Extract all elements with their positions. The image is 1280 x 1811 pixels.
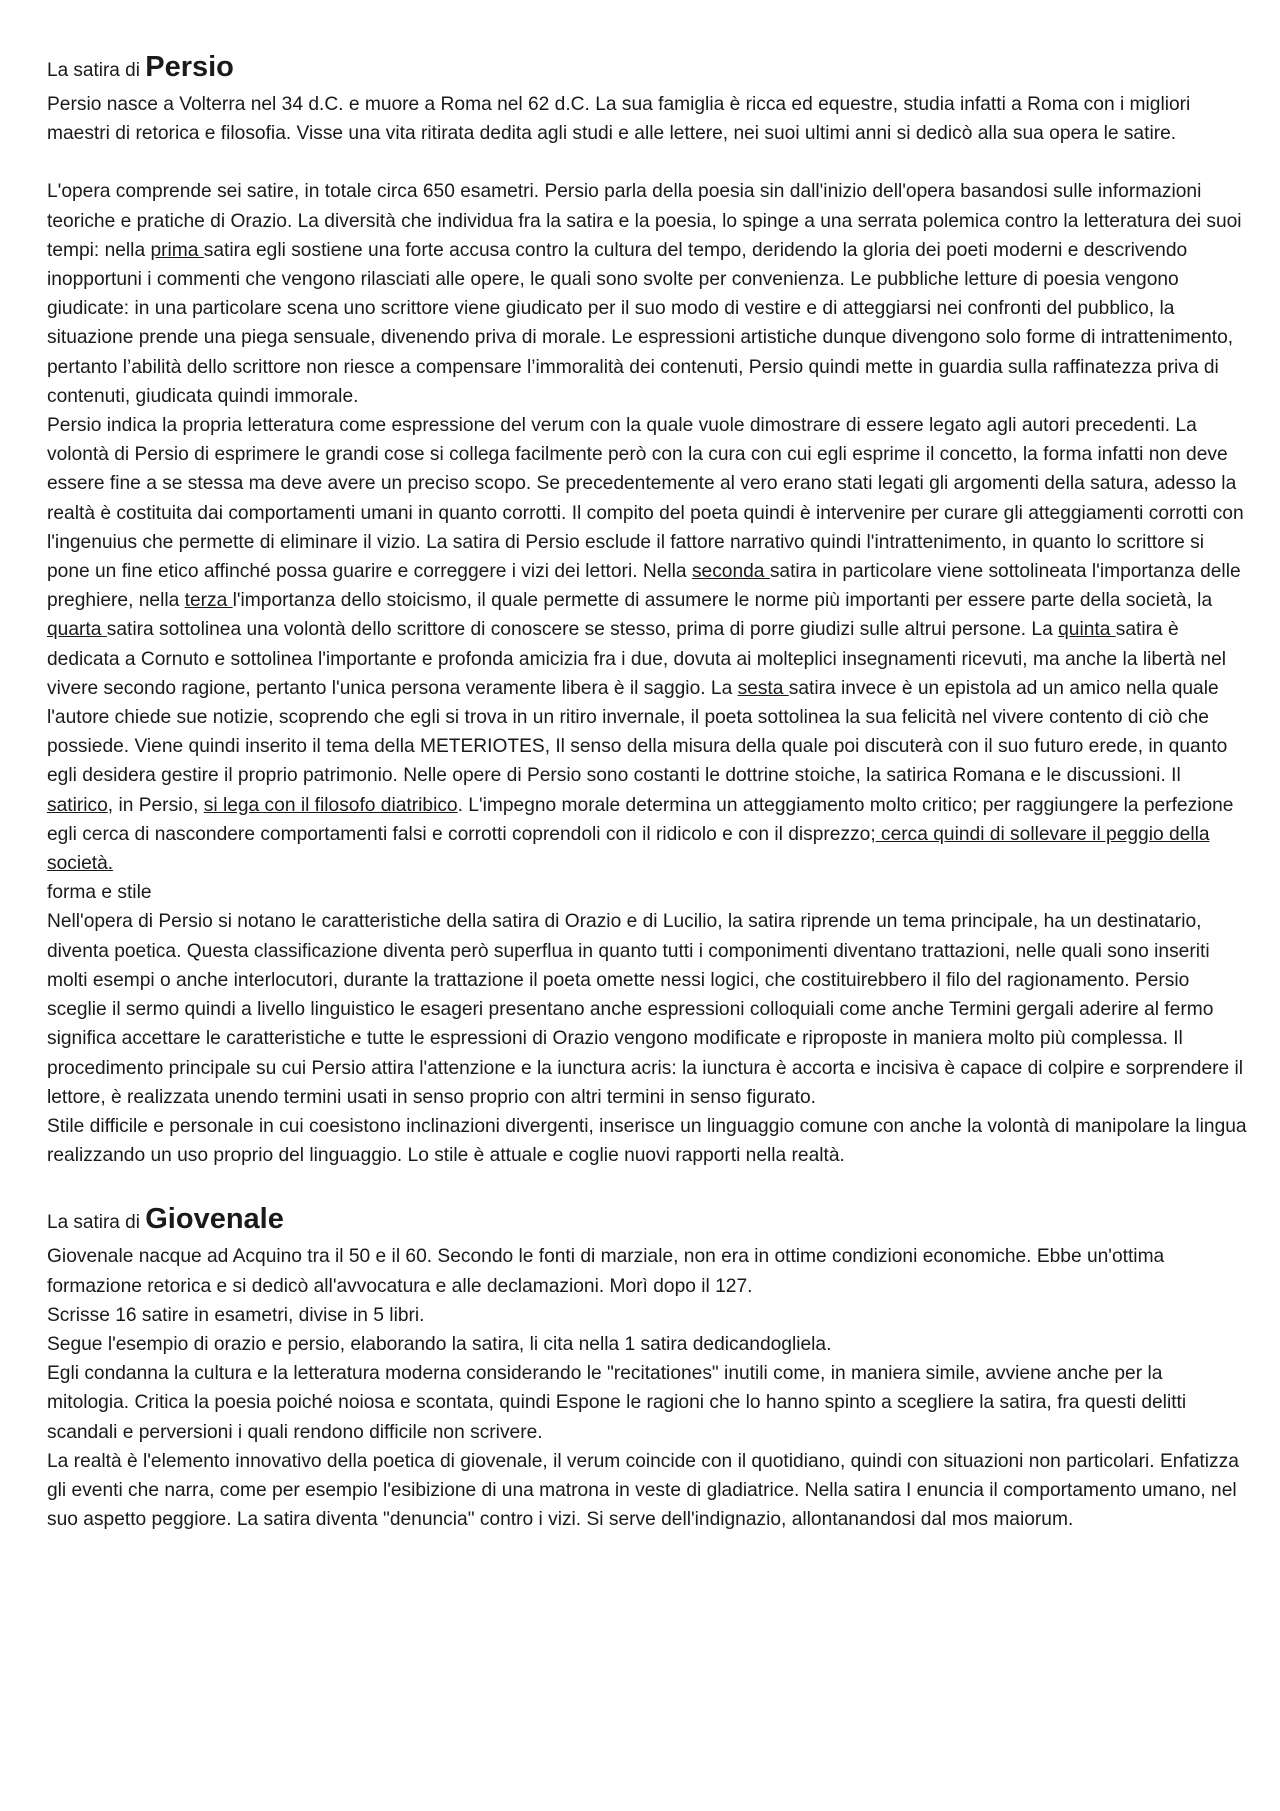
underlined-cerca: cerca quindi di sollevare il peggio della società. — [47, 823, 1210, 875]
giovenale-realta-paragraph: La realtà è l'elemento innovativo della poetica di giovenale, il verum coincide con il quotidiano, quindi con situazioni non particolari. Enfatizza gli eventi che narra, come per esempio l'esibizione di una matrona in veste di gladiatrice. Nella satira I enuncia il comportamento umano, nel suo aspetto peggiore. La satira diventa "denuncia" contro i vizi. Si serve dell'indignazio, allontanandosi dal mos maiorum. — [47, 1450, 1239, 1531]
underlined-terza: terza — [184, 590, 233, 612]
persio-title-name: Persio — [145, 51, 234, 83]
giovenale-satire-paragraph: Scrisse 16 satire in esametri, divise in 5 libri. — [47, 1304, 425, 1326]
persio-title — [47, 48, 1247, 90]
underlined-prima: prima — [150, 239, 204, 261]
persio-bio-paragraph: Persio nasce a Volterra nel 34 d.C. e muore a Roma nel 62 d.C. La sua famiglia è ricca ed equestre, studia infatti a Roma con i migliori maestri di retorica e filosofia. Visse una vita ritirata dedita agli studi e alle lettere, nei suoi ultimi anni si dedicò alla sua opera le satire. — [47, 94, 1191, 145]
forma-stile-heading: forma e stile — [47, 882, 152, 904]
giovenale-title-name: Giovenale — [145, 1203, 284, 1236]
section-spacer — [47, 1170, 1247, 1200]
underlined-quinta: quinta — [1058, 619, 1116, 641]
giovenale-bio-paragraph: Giovenale nacque ad Acquino tra il 50 e il 60. Secondo le fonti di marziale, non era in ottime condizioni economiche. Ebbe un'ottima formazione retorica e si dedicò all'avvocatura e alle declamazioni. Morì dopo il 127. — [47, 1246, 1165, 1297]
underlined-lega: si lega con il filosofo diatribico — [203, 794, 458, 816]
giovenale-title-prefix: La satira di — [47, 1212, 146, 1234]
underlined-quarta: quarta — [47, 619, 107, 641]
underlined-satirico: satirico — [47, 794, 108, 816]
giovenale-title — [47, 1200, 1247, 1242]
giovenale-esempio-paragraph: Segue l'esempio di orazio e persio, elaborando la satira, li cita nella 1 satira dedicandogliela. — [47, 1333, 832, 1355]
paragraph-spacer — [47, 148, 1247, 177]
underlined-seconda: seconda — [691, 561, 770, 583]
giovenale-condanna-paragraph: Egli condanna la cultura e la letteratura moderna considerando le "recitationes" inutili come, in maniera simile, avviene anche per la mitologia. Critica la poesia poiché noiosa e scontata, quindi Espone le ragioni che lo hanno spinto a scegliere la satira, fra questi delitti scandali e perversioni i quali rendono difficile non scrivere. — [47, 1363, 1187, 1443]
persio-stile-paragraph: Stile difficile e personale in cui coesistono inclinazioni divergenti, inserisce un linguaggio comune con anche la volontà di manipolare la lingua realizzando un uso proprio del linguaggio. Lo stile è attuale e coglie nuovi rapporti nella realtà. — [47, 1115, 1247, 1167]
persio-forma-paragraph: Nell'opera di Persio si notano le caratteristiche della satira di Orazio e di Lucilio, la satira riprende un tema principale, ha un destinatario, diventa poetica. Questa classificazione diventa però superflua in quanto tutti i componimenti diventano trattazioni, nelle quali sono inseriti molti esempi o anche interlocutori, durante la trattazione il poeta omette nessi logici, che costituirebbero il filo del ragionamento. Persio sceglie il sermo quindi a livello linguistico le esageri presentano anche espressioni colloquiali come anche Termini gergali aderire al fermo significa accettare le caratteristiche e tutte le espressioni di Orazio vengono modificate e riproposte in maniera molto più complessa. Il procedimento principale su cui Persio attira l'attenzione e la iunctura acris: la iunctura è accorta e incisiva è capace di colpire e sorprendere il lettore, è realizzata unendo termini usati in senso proprio con altri termini in senso figurato. — [47, 911, 1244, 1108]
persio-title-prefix: La satira di — [47, 60, 146, 81]
persio-verum-paragraph: Persio indica la propria letteratura come espressione del verum con la quale vuole dimostrare di essere legato agli autori precedenti. La volontà di Persio di esprimere le grandi cose si collega facilmente però con la cura con cui egli esprime il concetto, la forma infatti non deve essere fine a se stessa ma deve avere un preciso scopo. Se precedentemente al vero erano stati legati gli argomenti della satura, adesso la realtà è costituita dai comportamenti umani in quanto corrotti. Il compito del poeta quindi è intervenire per curare gli atteggiamenti corrotti con l'ingenuius che permette di eliminare il vizio. La satira di Persio esclude il fattore narrativo quindi l'intrattenimento, in quanto lo scrittore si pone un fine etico affinché possa guarire e correggere i vizi dei lettori. Nella seconda satira in particolare viene sottolineata l'importanza delle preghiere, nella terza l'importanza dello stoicismo, il quale permette di assumere le norme più importanti per essere parte della società, la quarta satira sottolinea una volontà dello scrittore di conoscere se stesso, prima di porre giudizi sulle altrui persone. La quinta satira è dedicata a Cornuto e sottolinea l'importante e profonda amicizia fra i due, dovuta ai molteplici insegnamenti ricevuti, ma anche la libertà nel vivere secondo ragione, pertanto l'unica persona veramente libera è il saggio. La sesta satira invece è un epistola ad un amico nella quale l'autore chiede sue notizie, scoprendo che egli si trova in un ritiro invernale, il poeta sottolinea la sua felicità nel vivere contento di ciò che possiede. Viene quindi inserito il tema della METERIOTES, Il senso della misura della quale poi discuterà con il suo futuro erede, in quanto egli desidera gestire il proprio patrimonio. Nelle opere di Persio sono costanti le dottrine stoiche, la satirica Romana e le discussioni. Il satirico, in Persio, si lega con il filosofo diatribico. L'impegno morale determina un atteggiamento molto critico; per raggiungere la perfezione egli cerca di nascondere comportamenti falsi e corrotti coprendoli con il ridicolo e con il disprezzo; cerca quindi di sollevare il peggio della società. — [47, 415, 1244, 875]
underlined-sesta: sesta — [737, 677, 789, 699]
document-page — [47, 48, 1247, 1534]
persio-opera-paragraph: L'opera comprende sei satire, in totale circa 650 esametri. Persio parla della poesia sin dall'inizio dell'opera basandosi sulle informazioni teoriche e pratiche di Orazio. La diversità che individua fra la satira e la poesia, lo spinge a una serrata polemica contro la letteratura dei suoi tempi: nella prima satira egli sostiene una forte accusa contro la cultura del tempo, deridendo la gloria dei poeti moderni e descrivendo inopportuni i commenti che vengono rilasciati alle opere, le quali sono svolte per convenienza. Le pubbliche letture di poesia vengono giudicate: in una particolare scena uno scrittore viene giudicato per il suo modo di vestire e di atteggiarsi nei confronti del pubblico, la situazione prende una piega sensuale, divenendo priva di morale. Le espressioni artistiche dunque divengono solo forme di intrattenimento, pertanto l’abilità dello scrittore non riesce a compensare l’immoralità dei contenuti, Persio quindi mette in guardia sulla raffinatezza priva di contenuti, giudicata quindi immorale. — [47, 181, 1242, 407]
